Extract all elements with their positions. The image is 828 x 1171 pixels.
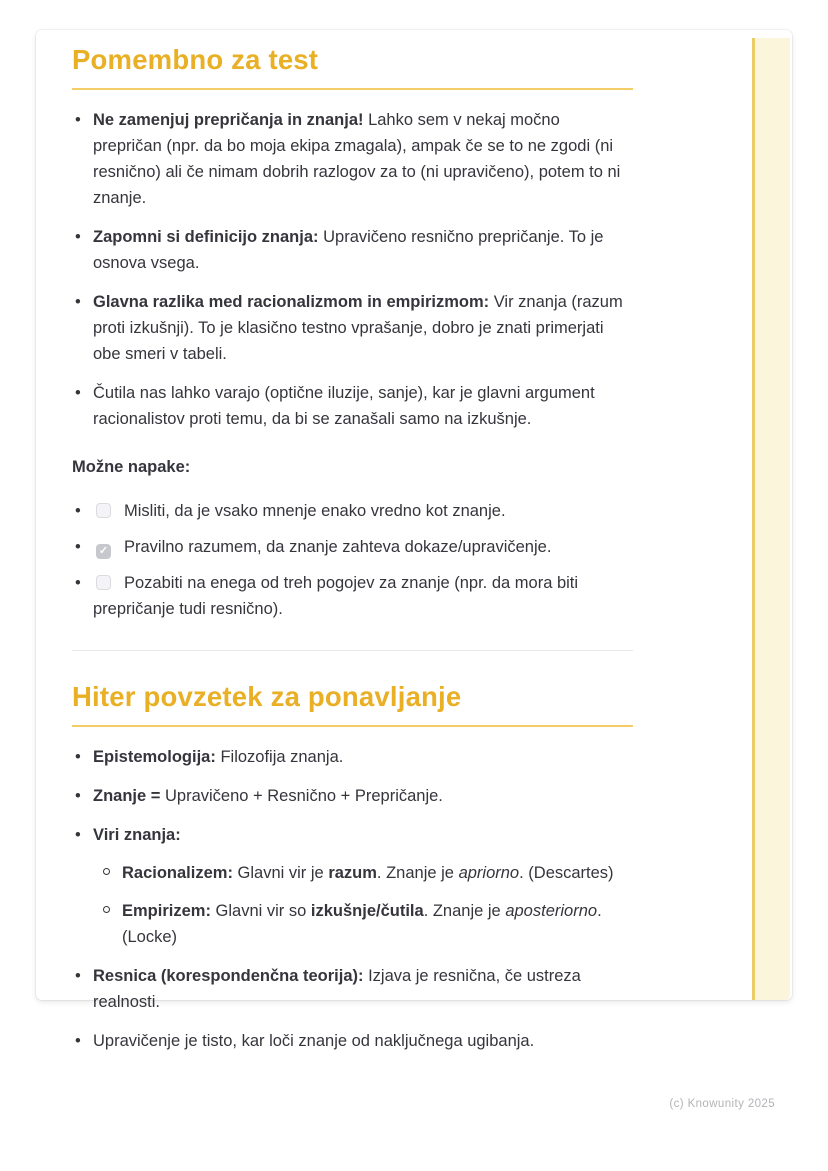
list-item <box>72 1028 633 1054</box>
text-segment: Ne zamenjuj prepričanja in znanja! <box>93 111 364 129</box>
section-title: Pomembno za test <box>72 44 633 90</box>
text-segment: Upravičeno resnično prepričanje. To je osnova vsega. <box>93 228 604 272</box>
text-segment: Epistemologija: <box>93 748 216 766</box>
text-segment: . Znanje je <box>376 864 459 882</box>
text-segment: razum <box>328 864 377 882</box>
text-segment: . (Descartes) <box>519 864 614 882</box>
text-segment: izkušnje/čutila <box>310 902 424 920</box>
copyright-footer: (c) Knowunity 2025 <box>669 1098 775 1110</box>
text-segment: Pozabiti na enega od treh pogojev za znanje (npr. da mora biti prepričanje tudi resnično). <box>93 574 579 618</box>
text-segment: apriorno <box>458 864 520 882</box>
text-segment: Upravičenje je tisto, kar loči znanje od naključnega ugibanja. <box>93 1032 535 1050</box>
list-item <box>72 380 633 432</box>
text-segment: Glavna razlika med racionalizmom in empirizmom: <box>93 293 490 311</box>
text-segment: Upravičeno + Resnično + Prepričanje. <box>160 787 443 805</box>
checklist-item <box>72 534 633 560</box>
text-segment: Izjava je resnična, če ustreza realnosti. <box>93 967 581 1011</box>
text-segment: Glavni vir je <box>232 864 329 882</box>
text-segment: Misliti, da je vsako mnenje enako vredno kot znanje. <box>124 502 506 520</box>
checklist-item <box>72 570 633 622</box>
list-item <box>72 744 633 770</box>
checkbox-unchecked-icon[interactable] <box>96 503 111 518</box>
section-title: Hiter povzetek za ponavljanje <box>72 681 633 727</box>
text-segment: Viri znanja: <box>93 826 181 844</box>
text-segment: Zapomni si definicijo znanja: <box>93 228 319 246</box>
text-segment: Filozofija znanja. <box>215 748 344 766</box>
sub-list-item <box>101 860 633 886</box>
list-item <box>72 783 633 809</box>
text-segment: Racionalizem: <box>122 864 233 882</box>
text-segment: Lahko sem v nekaj močno prepričan (npr. da bo moja ekipa zmagala), ampak če se to ne zgodi (ni resnično) ali če nimam dobrih razlogov za to (ni upravičeno), potem to ni znanje. <box>93 111 621 207</box>
list-item <box>72 289 633 367</box>
checklist <box>72 498 633 622</box>
text-segment: Vir znanja (razum proti izkušnji). To je klasično testno vprašanje, dobro je znati primerjati obe smeri v tabeli. <box>93 293 623 363</box>
text-segment: Znanje = <box>93 787 161 805</box>
section-divider <box>72 650 633 651</box>
checkbox-checked-icon[interactable]: ✓ <box>96 544 111 559</box>
notes-content <box>72 30 633 1067</box>
sub-bullet-list <box>101 860 633 950</box>
subheading: Možne napake: <box>72 458 191 476</box>
checklist-item <box>72 498 633 524</box>
checkbox-unchecked-icon[interactable] <box>96 575 111 590</box>
page-edge-strip <box>752 38 790 1000</box>
list-item <box>72 107 633 211</box>
text-segment: Empirizem: <box>122 902 211 920</box>
notes-card <box>36 30 792 1050</box>
bullet-list <box>72 107 633 432</box>
list-item <box>72 822 633 950</box>
text-segment: Resnica (korespondenčna teorija): <box>93 967 364 985</box>
list-item <box>72 963 633 1015</box>
text-segment: Glavni vir so <box>210 902 311 920</box>
text-segment: Čutila nas lahko varajo (optične iluzije, sanje), kar je glavni argument racionalistov proti temu, da bi se zanašali samo na izkušnje. <box>93 384 595 428</box>
text-segment: . (Locke) <box>122 902 602 946</box>
bullet-list <box>72 744 633 1054</box>
sub-list-item <box>101 898 633 950</box>
text-segment: Pravilno razumem, da znanje zahteva dokaze/upravičenje. <box>124 538 552 556</box>
text-segment: aposteriorno <box>505 902 598 920</box>
list-item <box>72 224 633 276</box>
text-segment: . Znanje je <box>423 902 506 920</box>
